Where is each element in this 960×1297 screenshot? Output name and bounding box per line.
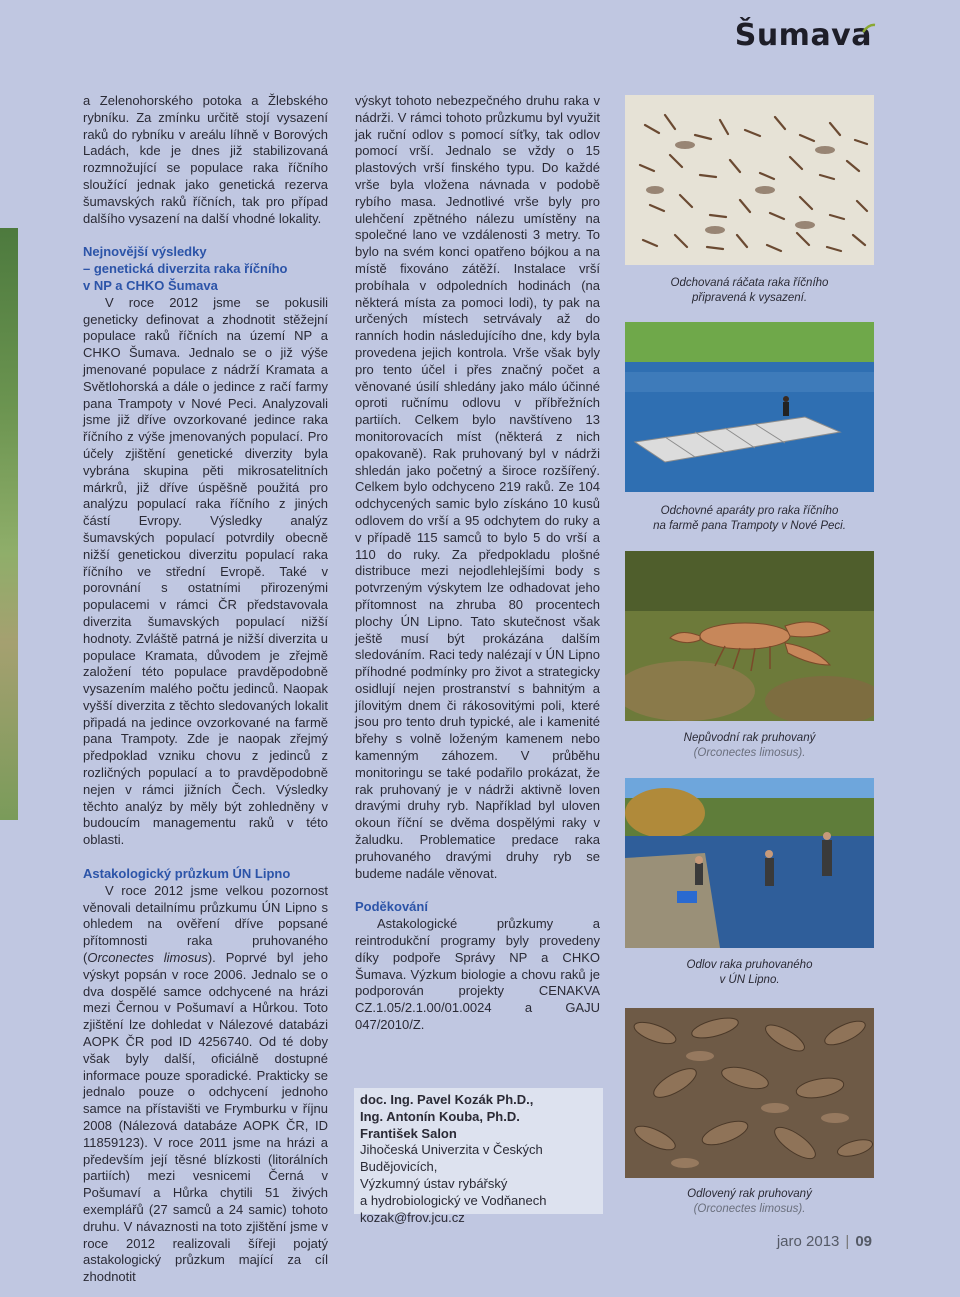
magazine-logo: Šumava (734, 18, 872, 53)
photo-caption-2 (625, 504, 874, 534)
text-run: ). Poprvé byl jeho výskyt popsán v roce 2006. Jednalo se o dva dospělé samce odchycené na hrázi mezi Černou v Pošumaví a Hůrkou. Toto zjištění lze dohledat v Nálezové databázi AOPK ČR pod ID 4256740. Od té doby však byly další, oficiálně dostupné informace pouze sporadické. Prakticky se jednalo pouze o odchycení jednoho samce na přístavišti ve Frymburku v říjnu 2008 (Nálezová databáze AOPK ČR, ID 11859123). V roce 2011 jsme na hrázi a především její těsné blízkosti (litorálních partiích) mezi vesnicemi Černá v Pošumaví a Hůrka chytili 51 živých exemplářů (27 samců a 24 samic) tohoto druhu. V návaznosti na toto zjištění jsme v roce 2012 realizovali šířeji pojatý astakologický průzkum mající za cíl zhodnotit (83, 950, 328, 1285)
photo-juvenile-crayfish (625, 95, 874, 265)
paragraph (83, 883, 328, 1286)
caption-line: Odlov raka pruhovaného (686, 959, 813, 971)
latin-name: Orconectes limosus (87, 950, 208, 966)
photo-caption-4 (625, 958, 874, 988)
section-heading-acknowledgement: Poděkování (355, 899, 428, 915)
article-column-2 (355, 93, 600, 1034)
section-heading-genetics (83, 244, 328, 294)
photo-lipno-catching (625, 778, 874, 948)
authors-box (354, 1088, 603, 1225)
page-footer (777, 1233, 872, 1250)
paragraph: a Zelenohorského potoka a Žlebského rybníku. Za zmínku určitě stojí vysazení raků do rybníku v areálu líhně v Borových Ladách, kde je dnes již stabilizovaná rozmnožující se populace raka říčního sloužící jednak jako genetická rezerva šumavských raků říčních, tak pro případ dalšího vysazení na další vhodné lokality. (83, 93, 328, 226)
logo-swoosh-icon (862, 22, 876, 36)
footer-separator: | (845, 1233, 850, 1250)
text-run: V roce 2012 jsme velkou pozornost věnovali detailnímu průzkumu ÚN Lipno s ohledem na ověření dříve popsané přítomnosti raka pruhovaného ( (83, 882, 328, 966)
photo-caught-crayfish-pile (625, 1008, 874, 1178)
caption-line: v ÚN Lipno. (719, 974, 780, 986)
author-name: František Salon (360, 1125, 457, 1141)
caption-line: připravená k vysazení. (691, 292, 808, 304)
photo-caption-5 (625, 1187, 874, 1217)
caption-line: na farmě pana Trampoty v Nové Peci. (653, 520, 846, 532)
photo-caption-1 (625, 276, 874, 306)
author-name: doc. Ing. Pavel Kozák Ph.D., (360, 1092, 534, 1107)
affiliation: Výzkumný ústav rybářský (360, 1175, 508, 1191)
affiliation: Jihočeská Univerzita v Českých Budějovicích, (360, 1142, 543, 1175)
paragraph: Astakologické průzkumy a reintrodukční programy byly provedeny díky podpoře Správy NP a CHKO Šumava. Výzkum biologie a chovu raků je podporován projekty CENAKVA CZ.1.05/2.1.00/01.0024 a GAJU 047/2010/Z. (355, 916, 600, 1033)
paragraph: výskyt tohoto nebezpečného druhu raka v nádrži. V rámci tohoto průzkumu byl využit jak ruční odlov s pomocí síťky, tak odlov pomocí vrší. Jednalo se vždy o 15 plastových vrší finského typu. Do každé vrše byla vložena návnada v podobě rybího masa. Jednotlivé vrše byly pro ulehčení zpětného nálezu umístěny na společné lano ve vzdálenosti 3 metry. To bylo na svém konci opatřeno bójkou a na místě fixováno zátěží. Instalace vrší probíhala v odpoledních hodinách (na některá místa za pomoci lodi), ty pak na určených místech setrvávaly až do ranních hodin následujícího dne, kdy byla provedena jejich kontrola. Vrše však byly pro tento účel i přes značný počet a věnované úsilí shledány jako málo účinné oproti ručnímu odlovu v příbřežních partiích. Celkem bylo navštíveno 13 monitorovacích míst (některá z nich opakovaně). Rak pruhovaný byl v nádrži shledán jako početný a široce rozšířený. Celkem bylo odchyceno 219 raků. Ze 104 odchycených samic bylo získáno 10 kusů odlovem do vrší a 95 odchytem do ruky a v případě 115 samců to bylo 5 do vrší a 110 do ruky. Za předpokladu plošné distribuce mezi nejodlehlejšími body s potvrzeným výskytem lze odhadovat jeho přítomnost na zhruba 80 procentech plochy ÚN Lipno. Tato skutečnost však ještě musí být prokázána dalším sledováním. Raci tedy nalézají v ÚN Lipno příhodné podmínky pro život a strategicky osidlují nejen prostranství s bahnitým a jílovitým dnem či rákosovitými poli, které jsou pro tento druh typické, ale i kamenité břehy s volně loženým kamenem nebo kamenným záhozem. V průběhu monitoringu se také podařilo prokázat, že rak pruhovaný je v nádrži aktivně loven dravými druhy ryb. Například byl uloven okoun říční se dvěma dospělými raky v žaludku. Problematice predace raka pruhovaného dravými druhy ryb se budeme nadále věnovat. (355, 93, 600, 881)
photo-spiny-cheek-crayfish (625, 551, 874, 721)
affiliation: a hydrobiologický ve Vodňanech (360, 1192, 547, 1208)
page-number: 09 (855, 1233, 872, 1250)
photo-caption-3 (625, 731, 874, 761)
heading-line: Nejnovější výsledky (83, 244, 207, 260)
edge-photo-strip (0, 228, 18, 820)
caption-line: Odlovený rak pruhovaný (687, 1188, 812, 1200)
caption-latin-name: (Orconectes limosus). (693, 1203, 806, 1215)
author-name: Ing. Antonín Kouba, Ph.D. (360, 1108, 520, 1124)
article-column-1 (83, 93, 328, 1286)
paragraph: V roce 2012 jsme se pokusili geneticky definovat a zhodnotit stěžejní populace raků říčních na území NP a CHKO Šumava. Jednalo se o již výše jmenované populace z nádrží Kramata a Světlohorská a dále o jedince z račí farmy pana Trampoty v Nové Peci. Analyzovali jsme již dříve ovzorkované jedince raka říčního z výše jmenovaných populací. Pro účely zjištění genetické diverzity byla vybrána skupina pěti mikrosatelitních márkrů, již dříve úspěšně použitá pro analýzu populací raka říčního z jiných částí Evropy. Výsledky analýz šumavských populací potvrdily obecně nižší genetickou diverzitu populací raka říčního ve střední Evropě. Také v porovnání s ostatními přirozenými populacemi v rámci ČR představovala diverzita šumavských populací nižší hodnoty. Zvláště patrná je nižší diverzita u populace Kramata, důvodem je zřejmě založení této populace pravděpodobně vysazením malého počtu jedinců. Naopak vyšší diverzita z těchto sledovaných lokalit připadá na jedince ovzorkované na farmě pana Trampoty. Zde je naopak zřejmý předpoklad vzniku chovu z jedinců z rozličných populací a to pravděpodobně nejen v rámci jižních Čech. Výsledky těchto analýz by měly být zohledněny v budoucím managementu raků v této oblasti. (83, 294, 328, 848)
section-heading-lipno: Astakologický průzkum ÚN Lipno (83, 866, 291, 882)
caption-latin-name: (Orconectes limosus). (693, 747, 806, 759)
caption-line: Odchovaná ráčata raka říčního (670, 277, 829, 289)
issue-label: jaro 2013 (776, 1233, 840, 1250)
photo-rearing-apparatus (625, 322, 874, 492)
caption-line: Odchovné aparáty pro raka říčního (660, 505, 839, 517)
heading-line: – genetická diverzita raka říčního (83, 261, 288, 277)
author-email: kozak@frov.jcu.cz (360, 1209, 465, 1225)
caption-line: Nepůvodní rak pruhovaný (683, 732, 816, 744)
heading-line: v NP a CHKO Šumava (83, 277, 218, 293)
